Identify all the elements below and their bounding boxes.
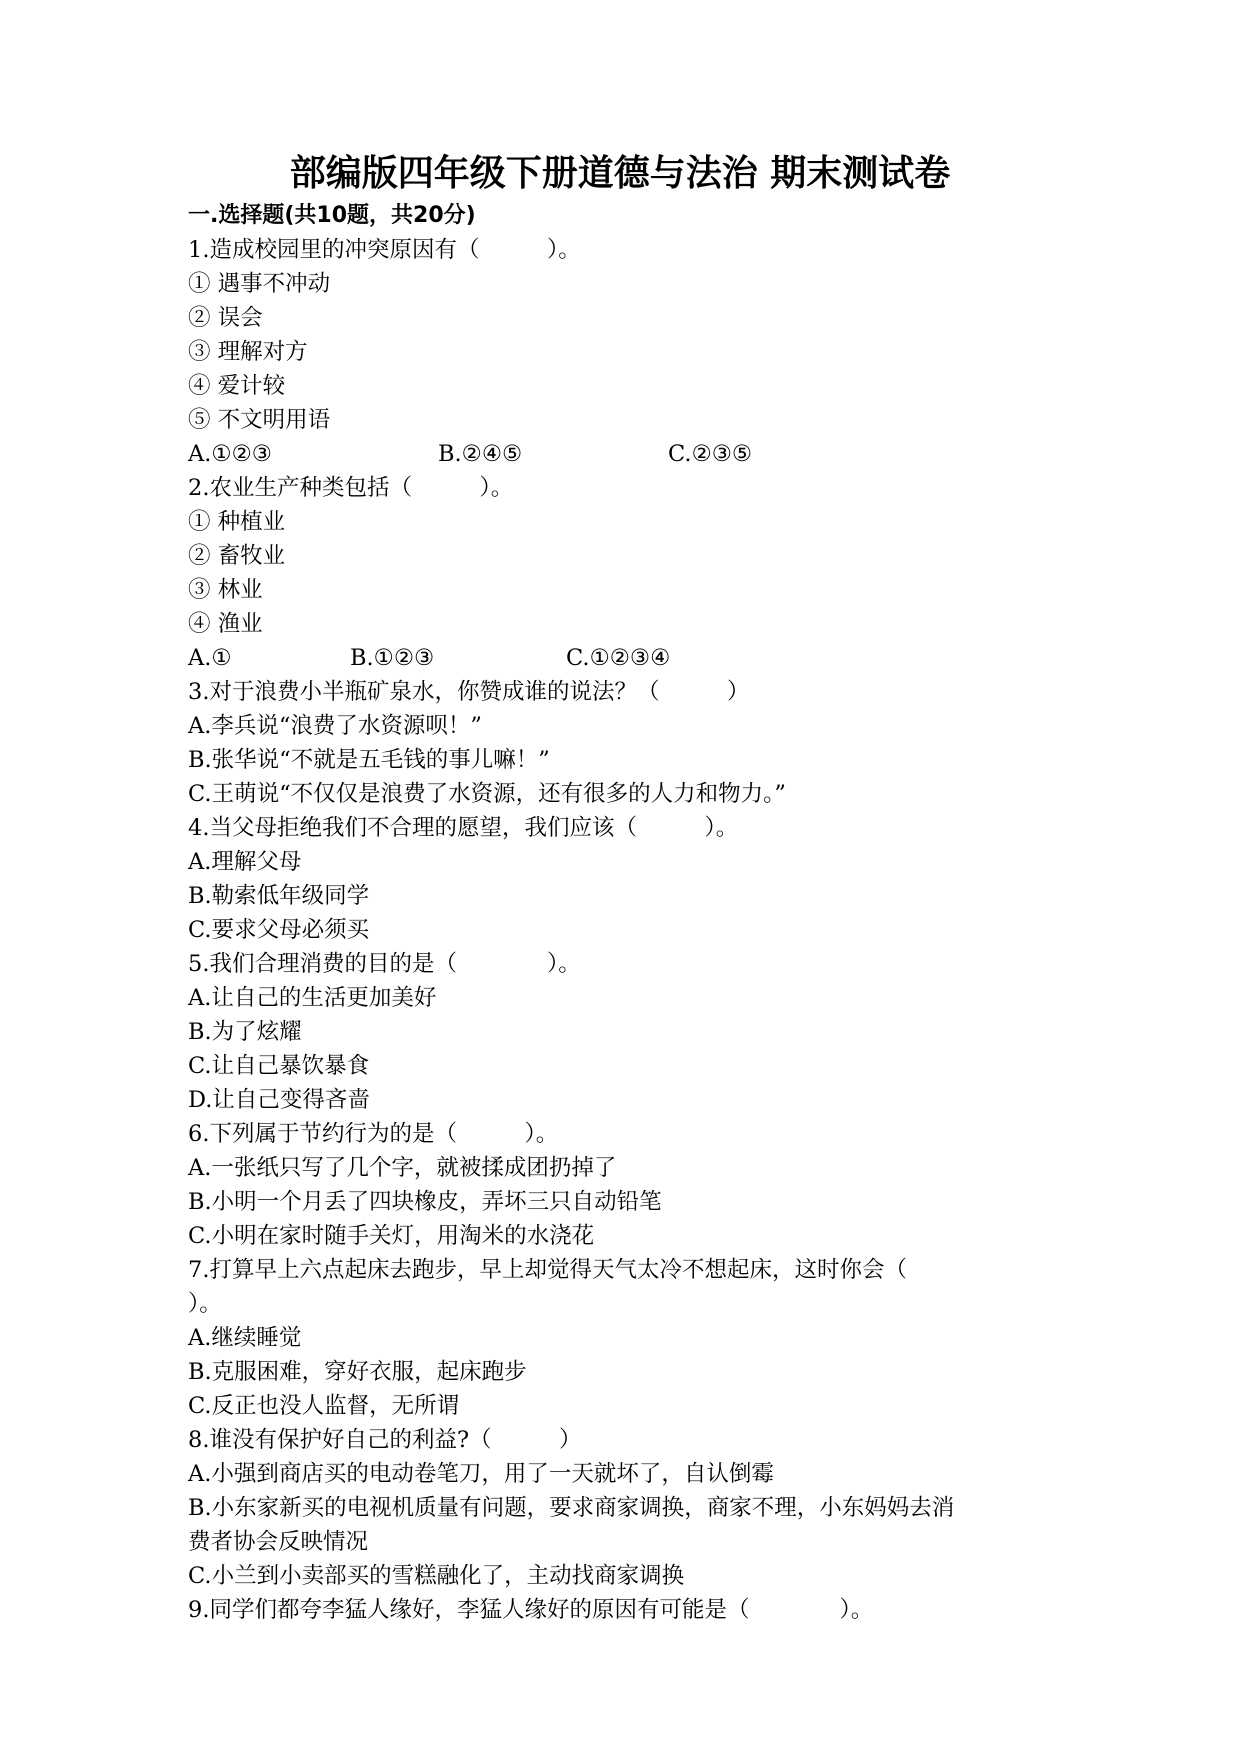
question-5-choice-c: C.让自己暴饮暴食 (188, 1053, 370, 1079)
question-4-stem: 4.当父母拒绝我们不合理的愿望，我们应该（ ）。 (188, 815, 739, 841)
question-1-item: ② 误会 (188, 305, 263, 331)
question-2-stem: 2.农业生产种类包括（ ）。 (188, 475, 514, 501)
question-3-choice-b: B.张华说“不就是五毛钱的事儿嘛！” (188, 747, 550, 773)
question-1-stem: 1.造成校园里的冲突原因有（ ）。 (188, 237, 581, 263)
question-6-stem: 6.下列属于节约行为的是（ ）。 (188, 1121, 559, 1147)
question-7-stem-continued: ）。 (188, 1291, 222, 1317)
question-3-choice-a: A.李兵说“浪费了水资源呗！” (188, 713, 482, 739)
question-4-choice-a: A.理解父母 (188, 849, 302, 875)
question-4-choice-c: C.要求父母必须买 (188, 917, 370, 943)
question-8-choice-b-continued: 费者协会反映情况 (188, 1529, 369, 1555)
question-5-choice-a: A.让自己的生活更加美好 (188, 985, 437, 1011)
question-7-choice-c: C.反正也没人监督，无所谓 (188, 1393, 460, 1419)
question-3-stem: 3.对于浪费小半瓶矿泉水，你赞成谁的说法？（ ） (188, 679, 750, 705)
question-5-stem: 5.我们合理消费的目的是（ ）。 (188, 951, 581, 977)
option-b: B.①②③ (350, 645, 435, 671)
question-6-choice-b: B.小明一个月丢了四块橡皮，弄坏三只自动铅笔 (188, 1189, 662, 1215)
question-7-choice-b: B.克服困难，穿好衣服，起床跑步 (188, 1359, 527, 1385)
question-1-item: ⑤ 不文明用语 (188, 407, 331, 433)
option-b: B.②④⑤ (438, 441, 523, 467)
question-3-choice-c: C.王萌说“不仅仅是浪费了水资源，还有很多的人力和物力。” (188, 781, 786, 807)
question-1-item: ④ 爱计较 (188, 373, 286, 399)
section-heading: 一.选择题(共10题，共20分) (188, 203, 476, 228)
question-4-choice-b: B.勒索低年级同学 (188, 883, 370, 909)
question-8-choice-b: B.小东家新买的电视机质量有问题，要求商家调换，商家不理，小东妈妈去消 (188, 1495, 955, 1521)
question-7-stem: 7.打算早上六点起床去跑步，早上却觉得天气太冷不想起床，这时你会（ (188, 1257, 907, 1283)
option-c: C.①②③④ (566, 645, 671, 671)
question-8-choice-a: A.小强到商店买的电动卷笔刀，用了一天就坏了，自认倒霉 (188, 1461, 774, 1487)
question-6-choice-c: C.小明在家时随手关灯，用淘米的水浇花 (188, 1223, 595, 1249)
question-5-choice-d: D.让自己变得吝啬 (188, 1087, 370, 1113)
exam-title: 部编版四年级下册道德与法治 期末测试卷 (289, 153, 951, 194)
question-9-stem: 9.同学们都夸李猛人缘好，李猛人缘好的原因有可能是（ ）。 (188, 1597, 874, 1623)
question-8-choice-c: C.小兰到小卖部买的雪糕融化了，主动找商家调换 (188, 1563, 685, 1589)
question-7-choice-a: A.继续睡觉 (188, 1325, 302, 1351)
question-5-choice-b: B.为了炫耀 (188, 1019, 302, 1045)
question-2-item: ② 畜牧业 (188, 543, 286, 569)
question-2-options (188, 641, 1088, 675)
question-2-item: ③ 林业 (188, 577, 263, 603)
question-6-choice-a: A.一张纸只写了几个字，就被揉成团扔掉了 (188, 1155, 617, 1181)
option-c: C.②③⑤ (668, 441, 753, 467)
question-2-item: ④ 渔业 (188, 611, 263, 637)
option-a: A.① (188, 645, 232, 671)
question-2-item: ① 种植业 (188, 509, 286, 535)
question-8-stem: 8.谁没有保护好自己的利益?（ ） (188, 1427, 582, 1453)
question-1-item: ③ 理解对方 (188, 339, 308, 365)
question-1-item: ① 遇事不冲动 (188, 271, 331, 297)
option-a: A.①②③ (188, 441, 272, 467)
question-1-options (188, 437, 1088, 471)
